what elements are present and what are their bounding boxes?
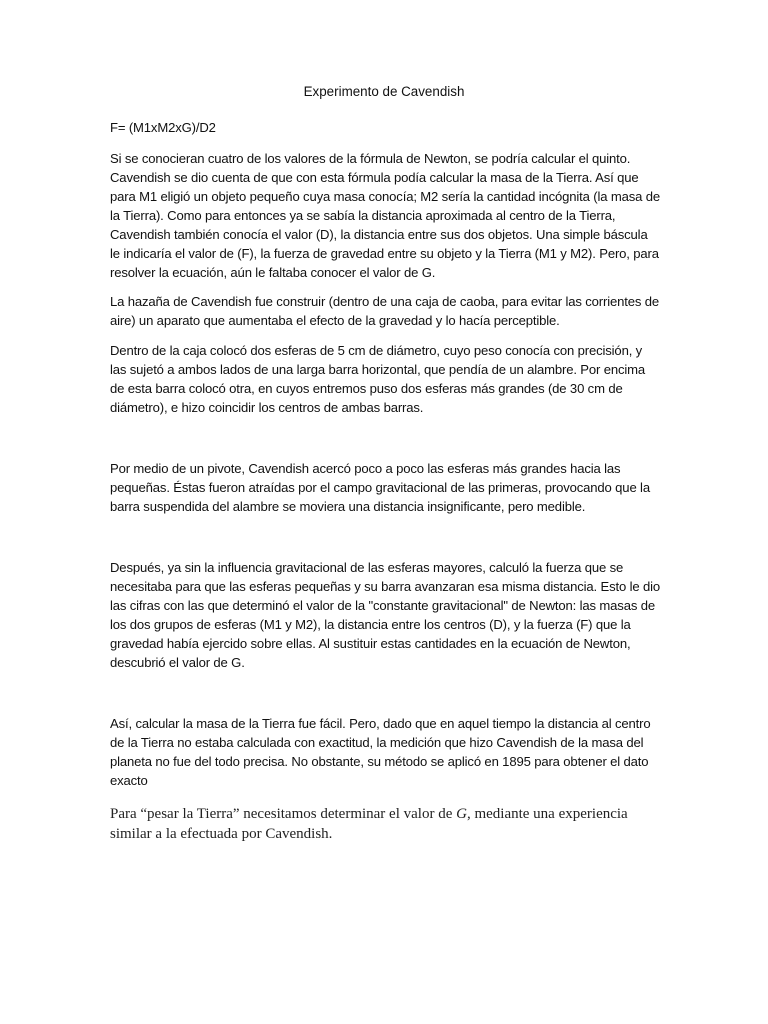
paragraph-pivot: Por medio de un pivote, Cavendish acercó poco a poco las esferas más grandes hacia las pequeñas. Éstas fueron atraídas por el campo gravitacional de las primeras, provocando que la barra suspendida del alambre se moviera una distancia insignificante, pero medible. bbox=[110, 461, 650, 514]
paragraph-gravitational-constant: Después, ya sin la influencia gravitacional de las esferas mayores, calculó la fuerza que se necesitaba para que las esferas pequeñas y su barra avanzaran esa misma distancia. Esto le dio las cifras con las que determinó el valor de la "constante gravitacional" de Newton: las masas de los dos grupos de esferas (M1 y M2), la distancia entre los centros (D), y la fuerza (F) que la gravedad había ejercido sobre ellas. Al sustituir estas cantidades en la ecuación de Newton, descubrió el valor de G. bbox=[110, 560, 660, 670]
closing-variable-g: G bbox=[456, 806, 467, 822]
paragraph-earth-mass: Así, calcular la masa de la Tierra fue fácil. Pero, dado que en aquel tiempo la distancia al centro de la Tierra no estaba calculada con exactitud, la medición que hizo Cavendish de la masa del planeta no fue del todo precisa. No obstante, su método se aplicó en 1895 para obtener el dato exacto bbox=[110, 716, 651, 788]
closing-text-end: , mediante una experiencia similar a la efectuada por Cavendish. bbox=[110, 806, 628, 842]
paragraph-spheres-setup: Dentro de la caja colocó dos esferas de 5 cm de diámetro, cuyo peso conocía con precisión, y las sujetó a ambos lados de una larga barra horizontal, que pendía de un alambre. Por encima de esta barra colocó otra, en cuyos entremos puso dos esferas más grandes (de 30 cm de diámetro), e hizo coincidir los centros de ambas barras. bbox=[110, 343, 646, 415]
paragraph-mahogany-box: La hazaña de Cavendish fue construir (dentro de una caja de caoba, para evitar las corrientes de aire) un aparato que aumentaba el efecto de la gravedad y lo hacía perceptible. bbox=[110, 294, 659, 328]
formula-line: F= (M1xM2xG)/D2 bbox=[110, 120, 216, 135]
closing-text-start: Para “pesar la Tierra” necesitamos determinar el valor de bbox=[110, 806, 457, 822]
closing-paragraph bbox=[110, 804, 660, 844]
document-title: Experimento de Cavendish bbox=[303, 84, 465, 99]
paragraph-newton-formula: Si se conocieran cuatro de los valores de la fórmula de Newton, se podría calcular el quinto. Cavendish se dio cuenta de que con esta fórmula podía calcular la masa de la Tierra. Así que para M1 eligió un objeto pequeño cuya masa conocía; M2 sería la cantidad incógnita (la masa de la Tierra). Como para entonces ya se sabía la distancia aproximada al centro de la Tierra, Cavendish también conocía el valor (D), la distancia entre sus dos objetos. Una simple báscula le indicaría el valor de (F), la fuerza de gravedad entre su objeto y la Tierra (M1 y M2). Pero, para resolver la ecuación, aún le faltaba conocer el valor de G. bbox=[110, 151, 661, 280]
